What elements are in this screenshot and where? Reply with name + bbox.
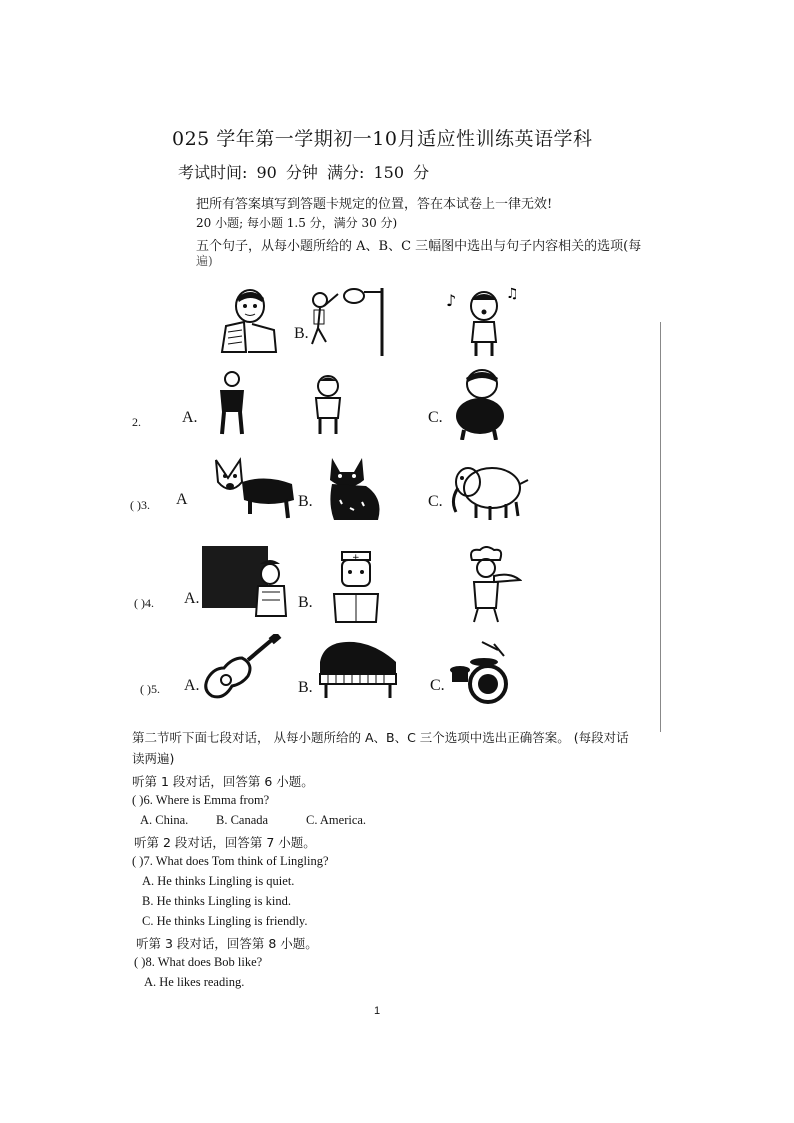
section2-heading: 第二节听下面七段对话， 从每小题所给的 A、B、C 三个选项中选出正确答案。 (每段对话 xyxy=(132,730,629,745)
answer-card-note: 把所有答案填写到答题卡规定的位置，答在本试卷上一律无效! xyxy=(196,197,553,212)
q2-number: 2. xyxy=(132,415,141,429)
piano-icon xyxy=(316,638,400,704)
guitar-icon xyxy=(202,634,282,710)
q7-option-c: C. He thinks Lingling is friendly. xyxy=(142,914,308,928)
q4-option-a-label: A. xyxy=(184,590,200,607)
question-8: ( )8. What does Bob like? xyxy=(134,955,263,969)
q3-option-b-label: B. xyxy=(298,493,313,510)
q3-option-a-label: A xyxy=(176,491,188,508)
q3-option-c-label: C. xyxy=(428,493,443,510)
listening-intro-2: 听第 2 段对话，回答第 7 小题。 xyxy=(134,835,316,850)
q6-option-b: B. Canada xyxy=(216,813,269,827)
page-number: 1 xyxy=(374,1005,381,1017)
elephant-icon xyxy=(446,460,530,526)
section-scoring-note: 20 小题; 每小题 1.5 分，满分 30 分) xyxy=(196,216,398,230)
q5-option-c-label: C. xyxy=(430,677,445,694)
q2-option-c-label: C. xyxy=(428,409,443,426)
boy-singing-icon xyxy=(444,284,524,362)
small-kid-icon xyxy=(308,374,348,440)
exam-time-score: 考试时间: 90 分钟 满分: 150 分 xyxy=(178,163,430,182)
q5-number: ( )5. xyxy=(140,682,160,696)
q3-number: ( )3. xyxy=(130,498,150,512)
question-6: ( )6. Where is Emma from? xyxy=(132,793,270,807)
chef-icon xyxy=(458,546,522,628)
q8-option-a: A. He likes reading. xyxy=(144,975,245,989)
section2-heading-tail: 读两遍) xyxy=(132,751,175,766)
cat-icon xyxy=(320,454,390,526)
q4-number: ( )4. xyxy=(134,596,154,610)
heavy-boy-icon xyxy=(448,368,512,444)
boy-basketball-icon xyxy=(304,282,389,362)
svg-text:♫: ♫ xyxy=(506,286,519,302)
exam-title: 025 学年第一学期初一10月适应性训练英语学科 xyxy=(172,128,593,150)
section-instruction-tail: 遍) xyxy=(196,254,213,268)
man-reading-icon xyxy=(212,286,280,360)
teacher-blackboard-icon xyxy=(200,544,288,624)
q6-option-a: A. China. xyxy=(140,813,189,827)
drums-icon xyxy=(448,640,510,708)
q4-option-b-label: B. xyxy=(298,594,313,611)
q7-option-a: A. He thinks Lingling is quiet. xyxy=(142,874,295,888)
doctor-icon xyxy=(330,546,382,628)
margin-line xyxy=(660,322,661,732)
q7-option-b: B. He thinks Lingling is kind. xyxy=(142,894,291,908)
svg-text:+: + xyxy=(352,553,360,563)
q5-option-a-label: A. xyxy=(184,677,200,694)
question-7: ( )7. What does Tom think of Lingling? xyxy=(132,854,329,868)
dog-icon xyxy=(212,456,298,526)
svg-text:♪: ♪ xyxy=(446,291,457,310)
man-in-suit-icon xyxy=(210,370,254,440)
q2-option-a-label: A. xyxy=(182,409,198,426)
section-instruction: 五个句子，从每小题所给的 A、B、C 三幅图中选出与句子内容相关的选项(每 xyxy=(196,239,642,254)
q6-option-c: C. America. xyxy=(306,813,367,827)
listening-intro-1: 听第 1 段对话，回答第 6 小题。 xyxy=(132,774,314,789)
q5-option-b-label: B. xyxy=(298,679,313,696)
q1-option-b-label: B. xyxy=(294,325,309,342)
listening-intro-3: 听第 3 段对话，回答第 8 小题。 xyxy=(136,936,318,951)
